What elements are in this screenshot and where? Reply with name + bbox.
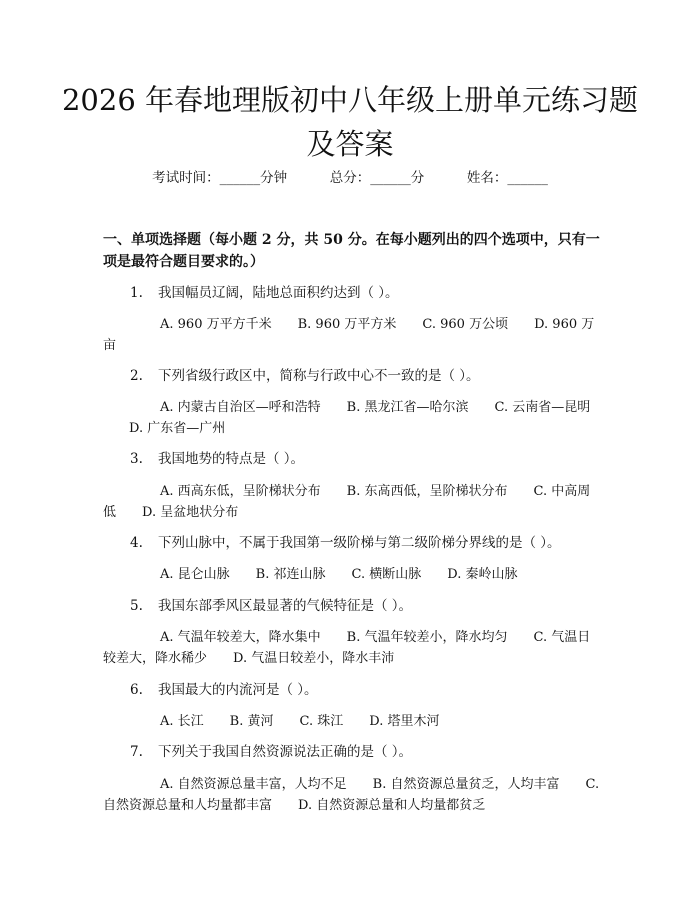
option: D. 呈盆地状分布 xyxy=(142,505,239,520)
question-options xyxy=(103,627,603,669)
option: C. 中高周低 xyxy=(103,484,591,520)
option: A. 西高东低，呈阶梯状分布 xyxy=(160,484,321,499)
option: B. 960 万平方米 xyxy=(297,317,397,332)
question-text: 我国地势的特点是（ ）。 xyxy=(158,451,305,467)
option: D. 秦岭山脉 xyxy=(447,567,518,582)
question xyxy=(130,533,610,553)
exam-time-field: 考试时间：______分钟 xyxy=(152,170,288,186)
student-name-field: 姓名：______ xyxy=(466,170,548,186)
question-options xyxy=(103,564,603,585)
question-number: 6. xyxy=(130,682,143,698)
question-options xyxy=(103,314,603,356)
option: D. 广东省—广州 xyxy=(129,421,226,436)
question-options xyxy=(103,481,603,523)
option: B. 自然资源总量贫乏，人均丰富 xyxy=(372,777,560,792)
option: C. 气温日较差大，降水稀少 xyxy=(103,630,591,666)
question xyxy=(130,742,610,762)
question-number: 4. xyxy=(130,535,143,551)
question-text: 我国幅员辽阔，陆地总面积约达到（ ）。 xyxy=(158,285,399,301)
option: A. 气温年较差大，降水集中 xyxy=(160,630,321,645)
question-number: 7. xyxy=(130,744,143,760)
question-text: 下列山脉中，不属于我国第一级阶梯与第二级阶梯分界线的是（ ）。 xyxy=(158,535,561,551)
question-number: 5. xyxy=(130,598,143,614)
question-options xyxy=(103,397,603,439)
option: C. 自然资源总量和人均量都丰富 xyxy=(103,777,600,813)
option: D. 气温日较差小，降水丰沛 xyxy=(233,651,395,666)
option: A. 内蒙古自治区—呼和浩特 xyxy=(160,400,321,415)
exam-meta xyxy=(0,168,700,188)
question-text: 下列关于我国自然资源说法正确的是（ ）。 xyxy=(158,744,413,760)
option: C. 云南省—昆明 xyxy=(494,400,591,415)
question-number: 3. xyxy=(130,451,143,467)
section-heading: 一、单项选择题（每小题 2 分，共 50 分。在每小题列出的四个选项中，只有一项是最符合题目要求的。） xyxy=(103,232,600,270)
option: C. 珠江 xyxy=(299,714,344,729)
option: C. 960 万公顷 xyxy=(422,317,509,332)
option: A. 960 万平方千米 xyxy=(160,317,272,332)
total-score-field: 总分：______分 xyxy=(329,170,425,186)
question xyxy=(130,283,610,303)
question xyxy=(130,449,610,469)
option: A. 自然资源总量丰富，人均不足 xyxy=(160,777,347,792)
question xyxy=(130,680,610,700)
page-title: 2026 年春地理版初中八年级上册单元练习题及答案 xyxy=(61,83,639,161)
option: D. 自然资源总量和人均量都贫乏 xyxy=(298,798,486,813)
option: D. 塔里木河 xyxy=(369,714,440,729)
option: B. 祁连山脉 xyxy=(255,567,326,582)
question-number: 2. xyxy=(130,368,143,384)
option: B. 气温年较差小，降水均匀 xyxy=(346,630,508,645)
question xyxy=(130,596,610,616)
question-text: 我国最大的内流河是（ ）。 xyxy=(158,682,318,698)
question-number: 1. xyxy=(130,285,143,301)
option: A. 昆仑山脉 xyxy=(160,567,230,582)
option: B. 黑龙江省—哈尔滨 xyxy=(346,400,469,415)
question xyxy=(130,366,610,386)
question-options xyxy=(103,774,603,816)
option: B. 东高西低，呈阶梯状分布 xyxy=(346,484,508,499)
option: C. 横断山脉 xyxy=(351,567,422,582)
option: B. 黄河 xyxy=(229,714,274,729)
question-text: 下列省级行政区中，简称与行政中心不一致的是（ ）。 xyxy=(158,368,480,384)
option: A. 长江 xyxy=(160,714,204,729)
question-text: 我国东部季风区最显著的气候特征是（ ）。 xyxy=(158,598,413,614)
option: D. 960 万亩 xyxy=(103,317,595,353)
question-options xyxy=(103,711,603,732)
